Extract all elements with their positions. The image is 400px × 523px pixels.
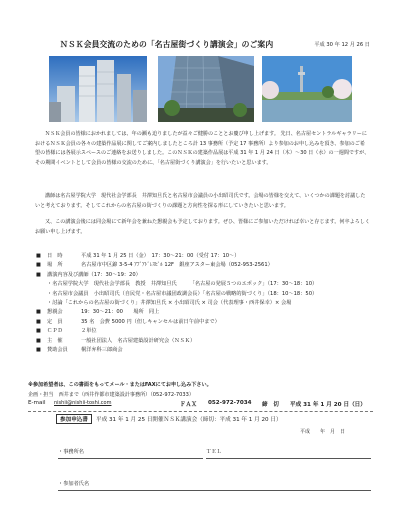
detail-row-lecture-header (36, 271, 376, 280)
intro-paragraph-3: 又、この講演会後には同会場にて新年会を兼ねた懇親会も予定しております。ぜひ、皆様にご参加いただければ幸いと存じます。何卒よろしくお願い申し上げます。 (35, 219, 370, 235)
photo-glass-building (158, 56, 254, 122)
detail-row-venue (36, 261, 376, 270)
detail-label: 日 時 (47, 253, 63, 259)
bullet-square-icon: ■ (36, 328, 41, 335)
tel-label: ＴＥＬ (206, 449, 222, 455)
intro-paragraph-1: ＮＳＫ会員の皆様におかれましては、年の瀬も迫りましたが益々ご健勝のこととお慶び申し上げます。 先日、名古屋セントラルギャラリーにおけるＮＳＫ会員の各々の建築作品展に関してご案内しましたところ計 13 事務所（予定 17 事務所）より参加のお申し込みを頂き、参加のご希望の皆様には各展示スペースのご連絡をお送りしました。このＮＳＫの建築作品展は平成 31 年 1 月 24 日（木）～30 日（水）の一週間ですが、その期間イベントとして会員の皆様の交流のために、「名古屋街づくり講演会」を行いたいと思います。 (35, 131, 370, 166)
application-tag: 参加申込書 (56, 414, 92, 424)
application-header (56, 414, 282, 424)
detail-label: 主 催 (47, 337, 63, 344)
bullet-square-icon: ■ (36, 337, 41, 344)
bullet-square-icon: ■ (36, 318, 41, 325)
detail-value: 一般社団法人 名古屋建築設計研究会（ＮＳＫ） (81, 337, 196, 344)
detail-value: 名古屋市中区錦 3-5-4 ｱﾌﾞｱﾄﾞﾚｽﾋﾞﾙ 12F 銀座アスター東会場（052-953-2561） (81, 262, 273, 269)
bullet-square-icon: ■ (36, 347, 41, 354)
office-name-label: ・事務所名 (58, 449, 84, 455)
detail-label: 懇親会 (47, 309, 63, 316)
detail-row-organizer (36, 337, 376, 346)
office-name-field[interactable] (58, 458, 203, 459)
issue-date: 平成 30 年 12 月 26 日 (314, 42, 370, 48)
detail-value: ・討論「これからの名古屋の街づくり」井澤知旦氏 × 小出昭司氏 × 司会（代表理事・西井保幸）× 会場 (47, 300, 292, 307)
detail-value: 講演内容及び講師（17：30～19：20） (47, 271, 141, 278)
detail-label: 賛助会員 (47, 347, 68, 354)
detail-row-discussion (36, 299, 376, 308)
tel-field[interactable] (206, 458, 371, 459)
intro-paragraph-2: 講師は名古屋学院大学 現代社会学部長 井澤知旦氏と名古屋市会議員の小出昭司氏です。会場の皆様を交えて、いくつかの課題を討議したいと考えております。そしてこれからの名古屋の街づくりの課題と方向性を探る形にしていきたいと思います。 (35, 193, 366, 209)
detail-label: 定 員 (47, 318, 63, 325)
detail-label: 場 所 (47, 262, 63, 269)
detail-row-speaker-2 (36, 290, 376, 299)
detail-row-datetime (36, 252, 376, 261)
detail-row-cpd (36, 327, 376, 336)
detail-row-sponsor (36, 346, 376, 355)
participant-name-label: ・参加者氏名 (58, 481, 90, 487)
email-label: E-mail (28, 400, 46, 406)
contact-instruction: ※参加希望者は、この書面をもってメール・またはFAXにてお申し込み下さい。 (28, 382, 212, 388)
deadline-text: 締 切 平成 31 年 1 月 20 日（日） (262, 402, 366, 408)
fax-number: 052-972-7034 (208, 400, 252, 406)
event-details (36, 252, 376, 355)
detail-value: 19：30～21：00 場所 同上 (81, 309, 160, 316)
detail-value: 平成 31 年 1 月 25 日（金） 17：30～21：00（受付 17：10～） (81, 253, 240, 259)
photo-towers (49, 56, 147, 122)
bullet-square-icon: ■ (36, 262, 41, 269)
detail-row-speaker-1 (36, 280, 376, 289)
email-link[interactable]: nishii@nishii-toshi.com (54, 400, 112, 406)
participant-name-field[interactable] (58, 490, 371, 491)
application-date: 平成 年 月 日 (300, 429, 346, 435)
contact-block (28, 380, 368, 400)
detail-value: ・名古屋市会議員 小出昭司氏（自民党・名古屋市議団政調会長）「名古屋の戦略的街づくり」（18：10～18：50） (47, 290, 318, 297)
detail-value: 桐洋弁科三郎商会 (81, 347, 123, 354)
detail-value: ２単位 (81, 328, 97, 335)
contact-person: 企画・担当 西井まで（西井作都市建築設計事務所）（052-972-7033） (28, 392, 194, 398)
page-title: ＮＳＫ会員交流のための「名古屋街づくり講演会」のご案内 (60, 40, 274, 49)
fax-label: ＦＡＸ (180, 402, 197, 408)
bullet-square-icon: ■ (36, 253, 41, 259)
detail-value: ・名古屋学院大学 現代社会学部長 教授 井澤知旦氏 「名古屋の発展５つのエポック」（17：30～18：10） (47, 281, 318, 288)
detail-value: 35 名 会費 5000 円（但しキャンセルは前日午前中まで） (81, 318, 220, 325)
detail-row-capacity (36, 318, 376, 327)
photo-river-tower (262, 56, 352, 122)
detail-label: ＣＰＤ (47, 328, 63, 335)
bullet-square-icon: ■ (36, 309, 41, 316)
cut-line (28, 411, 373, 412)
application-title: 平成 31 年 1 月 25 日開催ＮＳＫ講演会（締切：平成 31 年 1 月 20 日） (95, 417, 282, 423)
bullet-square-icon: ■ (36, 271, 41, 278)
detail-row-party (36, 308, 376, 317)
